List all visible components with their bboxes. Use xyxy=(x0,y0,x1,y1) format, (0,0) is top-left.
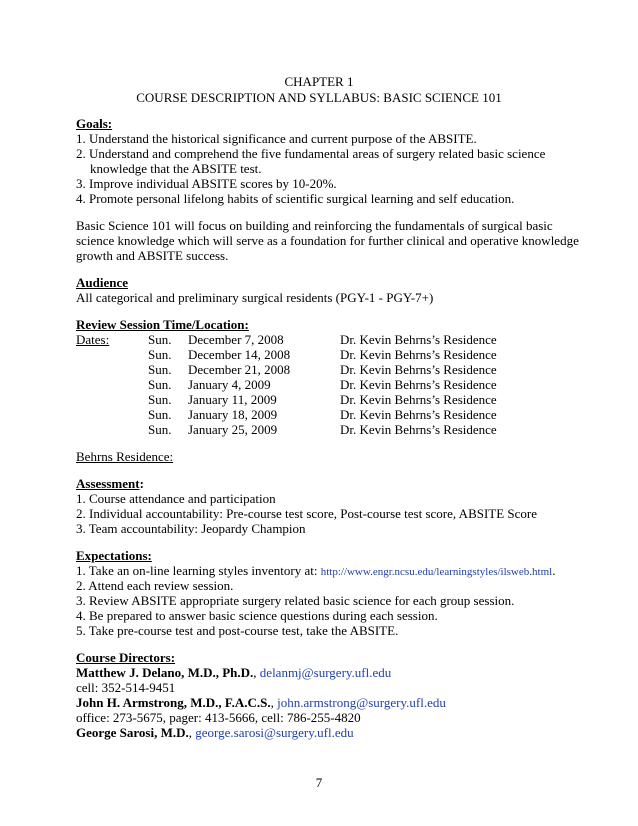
assessment-item: 3. Team accountability: Jeopardy Champion xyxy=(76,521,306,536)
goal-item: 1. Understand the historical significance and current purpose of the ABSITE. xyxy=(76,131,477,146)
intro-line: science knowledge which will serve as a foundation for further clinical and operative knowledge xyxy=(76,233,579,248)
audience-heading: Audience xyxy=(76,275,128,290)
director-phone: cell: 352-514-9451 xyxy=(76,680,176,695)
schedule-date: December 7, 2008 xyxy=(188,332,284,347)
schedule-day: Sun. xyxy=(148,407,172,422)
director-email-link[interactable]: george.sarosi@surgery.ufl.edu xyxy=(195,725,354,740)
schedule-day: Sun. xyxy=(148,392,172,407)
schedule-date: January 4, 2009 xyxy=(188,377,271,392)
assessment-heading-colon: : xyxy=(139,476,144,491)
director-name: George Sarosi, M.D. xyxy=(76,725,189,740)
assessment-item: 1. Course attendance and participation xyxy=(76,491,276,506)
assessment-item: 2. Individual accountability: Pre-course test score, Post-course test score, ABSITE Score xyxy=(76,506,538,521)
page-number: 7 xyxy=(315,775,323,790)
schedule-day: Sun. xyxy=(148,422,172,437)
director-name: John H. Armstrong, M.D., F.A.C.S. xyxy=(76,695,271,710)
director-line xyxy=(76,695,446,711)
expectation-item: 3. Review ABSITE appropriate surgery related basic science for each group session. xyxy=(76,593,515,608)
dates-label: Dates: xyxy=(76,332,110,347)
separator: , xyxy=(253,665,260,680)
director-line xyxy=(76,725,354,741)
schedule-location: Dr. Kevin Behrns’s Residence xyxy=(340,347,497,362)
schedule-date: December 14, 2008 xyxy=(188,347,291,362)
goal-item: 4. Promote personal lifelong habits of scientific surgical learning and self education. xyxy=(76,191,515,206)
director-name: Matthew J. Delano, M.D., Ph.D. xyxy=(76,665,254,680)
goals-heading: Goals: xyxy=(76,116,113,131)
goal-item-continuation: knowledge that the ABSITE test. xyxy=(90,161,262,176)
separator: , xyxy=(188,725,196,740)
expectation-item-text: 1. Take an on-line learning styles inventory at: xyxy=(76,563,321,578)
expectation-item: 2. Attend each review session. xyxy=(76,578,234,593)
schedule-location: Dr. Kevin Behrns’s Residence xyxy=(340,407,497,422)
schedule-location: Dr. Kevin Behrns’s Residence xyxy=(340,332,497,347)
schedule-day: Sun. xyxy=(148,347,172,362)
directors-heading: Course Directors: xyxy=(76,650,176,665)
audience-text: All categorical and preliminary surgical residents (PGY-1 - PGY-7+) xyxy=(76,290,434,305)
assessment-heading: Assessment xyxy=(76,476,140,491)
director-phone: office: 273-5675, pager: 413-5666, cell: 786-255-4820 xyxy=(76,710,361,725)
director-email-link[interactable]: delanmj@surgery.ufl.edu xyxy=(259,665,392,680)
separator: , xyxy=(270,695,278,710)
intro-line: Basic Science 101 will focus on building and reinforcing the fundamentals of surgical basic xyxy=(76,218,553,233)
intro-line: growth and ABSITE success. xyxy=(76,248,229,263)
schedule-date: January 25, 2009 xyxy=(188,422,278,437)
learning-styles-link[interactable]: http://www.engr.ncsu.edu/learningstyles/ilsweb.html xyxy=(320,566,553,578)
expectation-item-end: . xyxy=(552,563,556,578)
assessment-heading-line xyxy=(76,476,144,492)
schedule-location: Dr. Kevin Behrns’s Residence xyxy=(340,362,497,377)
page-title: COURSE DESCRIPTION AND SYLLABUS: BASIC SCIENCE 101 xyxy=(136,90,502,105)
schedule-day: Sun. xyxy=(148,332,172,347)
goal-item: 3. Improve individual ABSITE scores by 10-20%. xyxy=(76,176,337,191)
schedule-date: December 21, 2008 xyxy=(188,362,291,377)
goal-item: 2. Understand and comprehend the five fundamental areas of surgery related basic science xyxy=(76,146,546,161)
residence-label: Behrns Residence: xyxy=(76,449,174,464)
schedule-location: Dr. Kevin Behrns’s Residence xyxy=(340,392,497,407)
schedule-day: Sun. xyxy=(148,362,172,377)
schedule-day: Sun. xyxy=(148,377,172,392)
director-line xyxy=(76,665,391,681)
schedule-location: Dr. Kevin Behrns’s Residence xyxy=(340,422,497,437)
director-email-link[interactable]: john.armstrong@surgery.ufl.edu xyxy=(277,695,446,710)
schedule-location: Dr. Kevin Behrns’s Residence xyxy=(340,377,497,392)
expectations-heading: Expectations: xyxy=(76,548,152,563)
review-heading: Review Session Time/Location: xyxy=(76,317,249,332)
schedule-date: January 18, 2009 xyxy=(188,407,278,422)
expectation-item: 4. Be prepared to answer basic science questions during each session. xyxy=(76,608,438,623)
expectation-item: 5. Take pre-course test and post-course test, take the ABSITE. xyxy=(76,623,399,638)
schedule-date: January 11, 2009 xyxy=(188,392,277,407)
chapter-label: CHAPTER 1 xyxy=(284,74,354,89)
